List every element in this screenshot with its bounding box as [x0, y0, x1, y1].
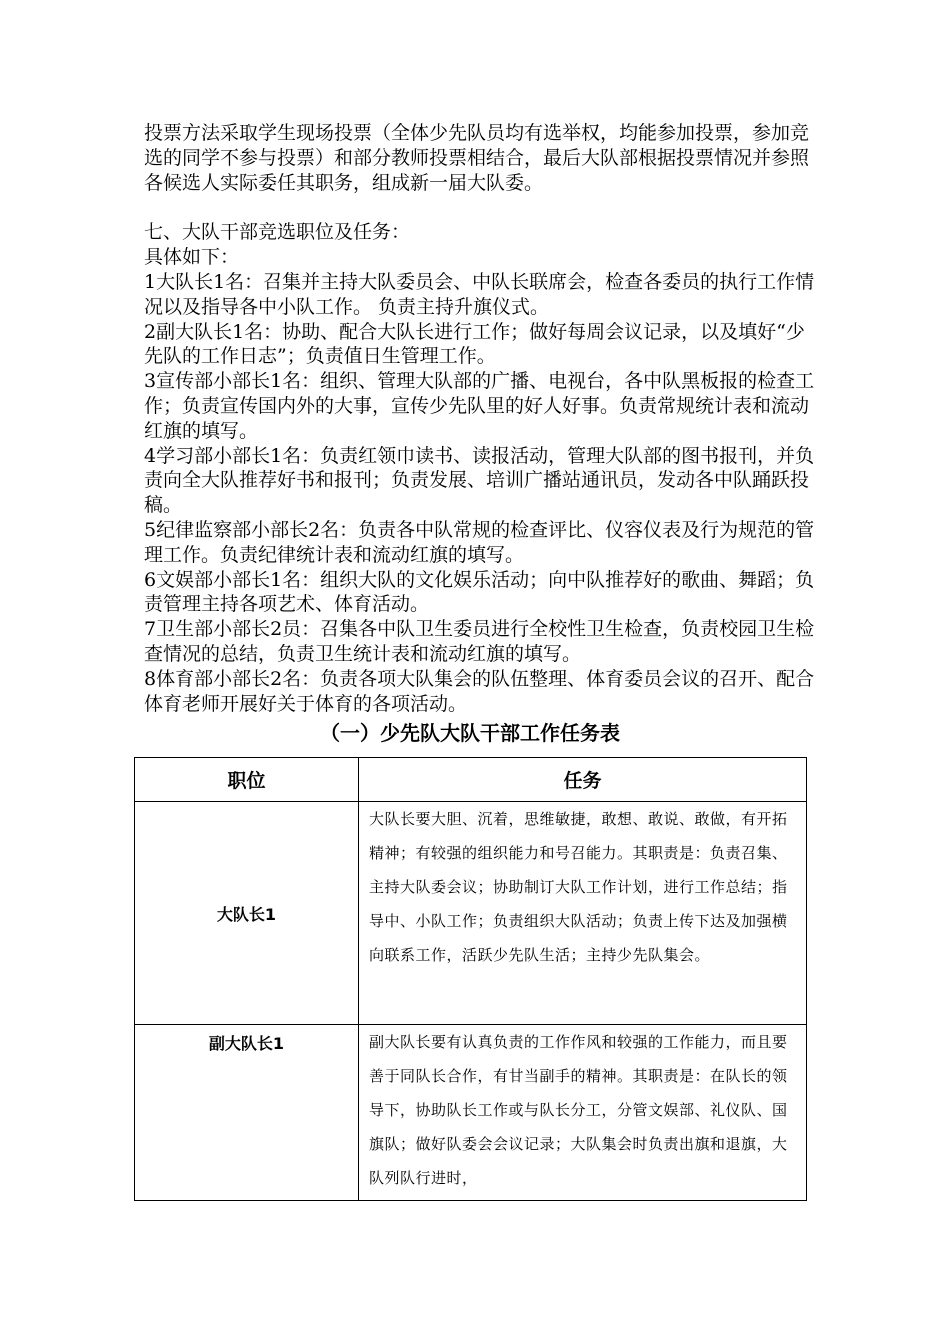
blank-line	[144, 195, 816, 220]
body-text	[144, 121, 816, 716]
table-title: （一）少先队大队干部工作任务表	[320, 721, 620, 745]
paragraph-item-7: 7卫生部小部长2员：召集各中队卫生委员进行全校性卫生检查，负责校园卫生检查情况的总结，负责卫生统计表和流动红旗的填写。	[144, 618, 815, 665]
header-position: 职位	[135, 758, 359, 802]
task-table	[134, 757, 807, 1201]
section-heading: 七、大队干部竞选职位及任务：	[144, 221, 411, 244]
paragraph-item-1: 1大队长1名：召集并主持大队委员会、中队长联席会，检查各委员的执行工作情况以及指导各中小队工作。 负责主持升旗仪式。	[144, 270, 815, 318]
paragraph-item-2: 2副大队长1名：协助、配合大队长进行工作；做好每周会议记录，以及填好“少先队的工作日志”；负责值日生管理工作。	[144, 320, 805, 368]
header-task: 任务	[359, 758, 807, 802]
position-cell: 副大队长1	[135, 1025, 359, 1201]
table-header-row	[135, 758, 807, 802]
paragraph-item-5: 5纪律监察部小部长2名：负责各中队常规的检查评比、仪容仪表及行为规范的管理工作。负责纪律统计表和流动红旗的填写。	[144, 518, 815, 566]
table-row	[135, 1025, 807, 1201]
paragraph-item-4: 4学习部小部长1名：负责红领巾读书、读报活动，管理大队部的图书报刊，并负责向全大队推荐好书和报刊；负责发展、培训广播站通讯员，发动各中队踊跃投稿。	[144, 444, 815, 517]
paragraph-voting-method: 投票方法采取学生现场投票（全体少先队员均有选举权，均能参加投票，参加竞选的同学不参与投票）和部分教师投票相结合，最后大队部根据投票情况并参照各候选人实际委任其职务，组成新一届大队委。	[144, 122, 810, 194]
paragraph-item-8: 8体育部小部长2名：负责各项大队集会的队伍整理、体育委员会议的召开、配合体育老师开展好关于体育的各项活动。	[144, 667, 815, 715]
paragraph-item-6: 6文娱部小部长1名：组织大队的文化娱乐活动；向中队推荐好的歌曲、舞蹈；负责管理主持各项艺术、体育活动。	[144, 568, 815, 616]
paragraph-item-3: 3宣传部小部长1名：组织、管理大队部的广播、电视台，各中队黑板报的检查工作；负责宣传国内外的大事，宣传少先队里的好人好事。负责常规统计表和流动红旗的填写。	[144, 370, 815, 442]
task-cell: 大队长要大胆、沉着，思维敏捷，敢想、敢说、敢做，有开拓精神；有较强的组织能力和号召能力。其职责是：负责召集、主持大队委会议；协助制订大队工作计划，进行工作总结；指导中、小队工作；负责组织大队活动；负责上传下达及加强横向联系工作，活跃少先队生活；主持少先队集会。	[359, 802, 807, 1025]
table-row	[135, 802, 807, 1025]
position-cell: 大队长1	[135, 802, 359, 1025]
task-cell: 副大队长要有认真负责的工作作风和较强的工作能力，而且要善于同队长合作，有甘当副手的精神。其职责是：在队长的领导下，协助队长工作或与队长分工，分管文娱部、礼仪队、国旗队；做好队委会会议记录；大队集会时负责出旗和退旗，大队列队行进时，	[359, 1025, 807, 1201]
paragraph-intro: 具体如下：	[144, 246, 240, 269]
